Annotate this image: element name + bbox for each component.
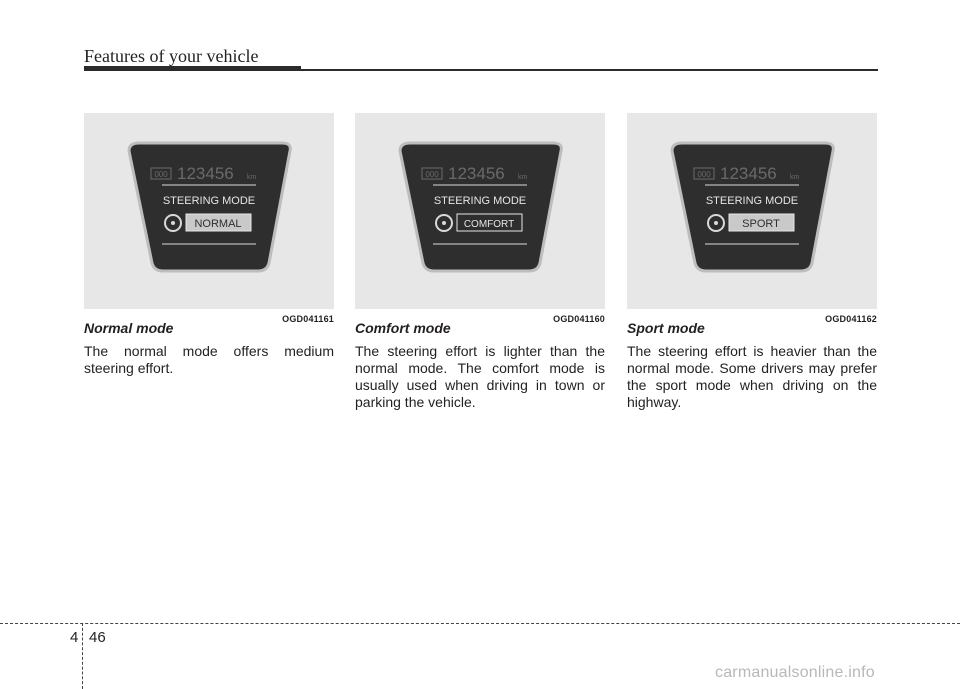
section-body: The steering effort is lighter than the normal mode. The comfort mode is usually used when driving in town or parking the vehicle. [355, 343, 605, 410]
odometer-small-text: 000 [425, 170, 439, 179]
mode-column-normal [84, 113, 334, 377]
odometer-value-text: 123456 [720, 164, 777, 183]
odometer-unit-text: km [247, 174, 257, 181]
odometer-small-text: 000 [154, 170, 168, 179]
figure-code: OGD041160 [553, 314, 605, 324]
page-header-title: Features of your vehicle [84, 46, 259, 66]
odometer-value-text: 123456 [177, 164, 234, 183]
cluster-figure [627, 113, 877, 324]
mode-label-text: SPORT [742, 218, 780, 230]
section-heading: Sport mode [627, 320, 705, 336]
section-heading: Comfort mode [355, 320, 451, 336]
cluster-display-illustration [84, 113, 334, 309]
odometer-unit-text: km [518, 174, 528, 181]
cluster-figure [355, 113, 605, 324]
chapter-number: 4 [70, 629, 79, 646]
display-title-text: STEERING MODE [433, 195, 527, 207]
mode-column-comfort [355, 113, 605, 411]
footer-rule [0, 623, 960, 624]
odometer-unit-text: km [790, 174, 800, 181]
cluster-display-illustration [627, 113, 877, 309]
page-number: 46 [89, 629, 106, 646]
odometer-small-text: 000 [697, 170, 711, 179]
section-body: The steering effort is heavier than the normal mode. Some drivers may prefer the sport mode when driving on the highway. [627, 343, 877, 410]
display-title-text: STEERING MODE [162, 195, 256, 207]
section-body: The normal mode offers medium steering effort. [84, 343, 334, 376]
section-heading: Normal mode [84, 320, 174, 336]
mode-label-text: NORMAL [194, 218, 242, 230]
footer-divider [82, 623, 83, 689]
display-title-text: STEERING MODE [705, 195, 799, 207]
mode-label-text: COMFORT [463, 219, 515, 230]
header-rule [301, 69, 878, 71]
figure-code: OGD041162 [825, 314, 877, 324]
odometer-value-text: 123456 [448, 164, 505, 183]
mode-column-sport [627, 113, 877, 411]
cluster-display-illustration [355, 113, 605, 309]
watermark: carmanualsonline.info [715, 664, 875, 681]
cluster-figure [84, 113, 334, 324]
header-accent-bar [84, 66, 301, 71]
figure-code: OGD041161 [282, 314, 334, 324]
